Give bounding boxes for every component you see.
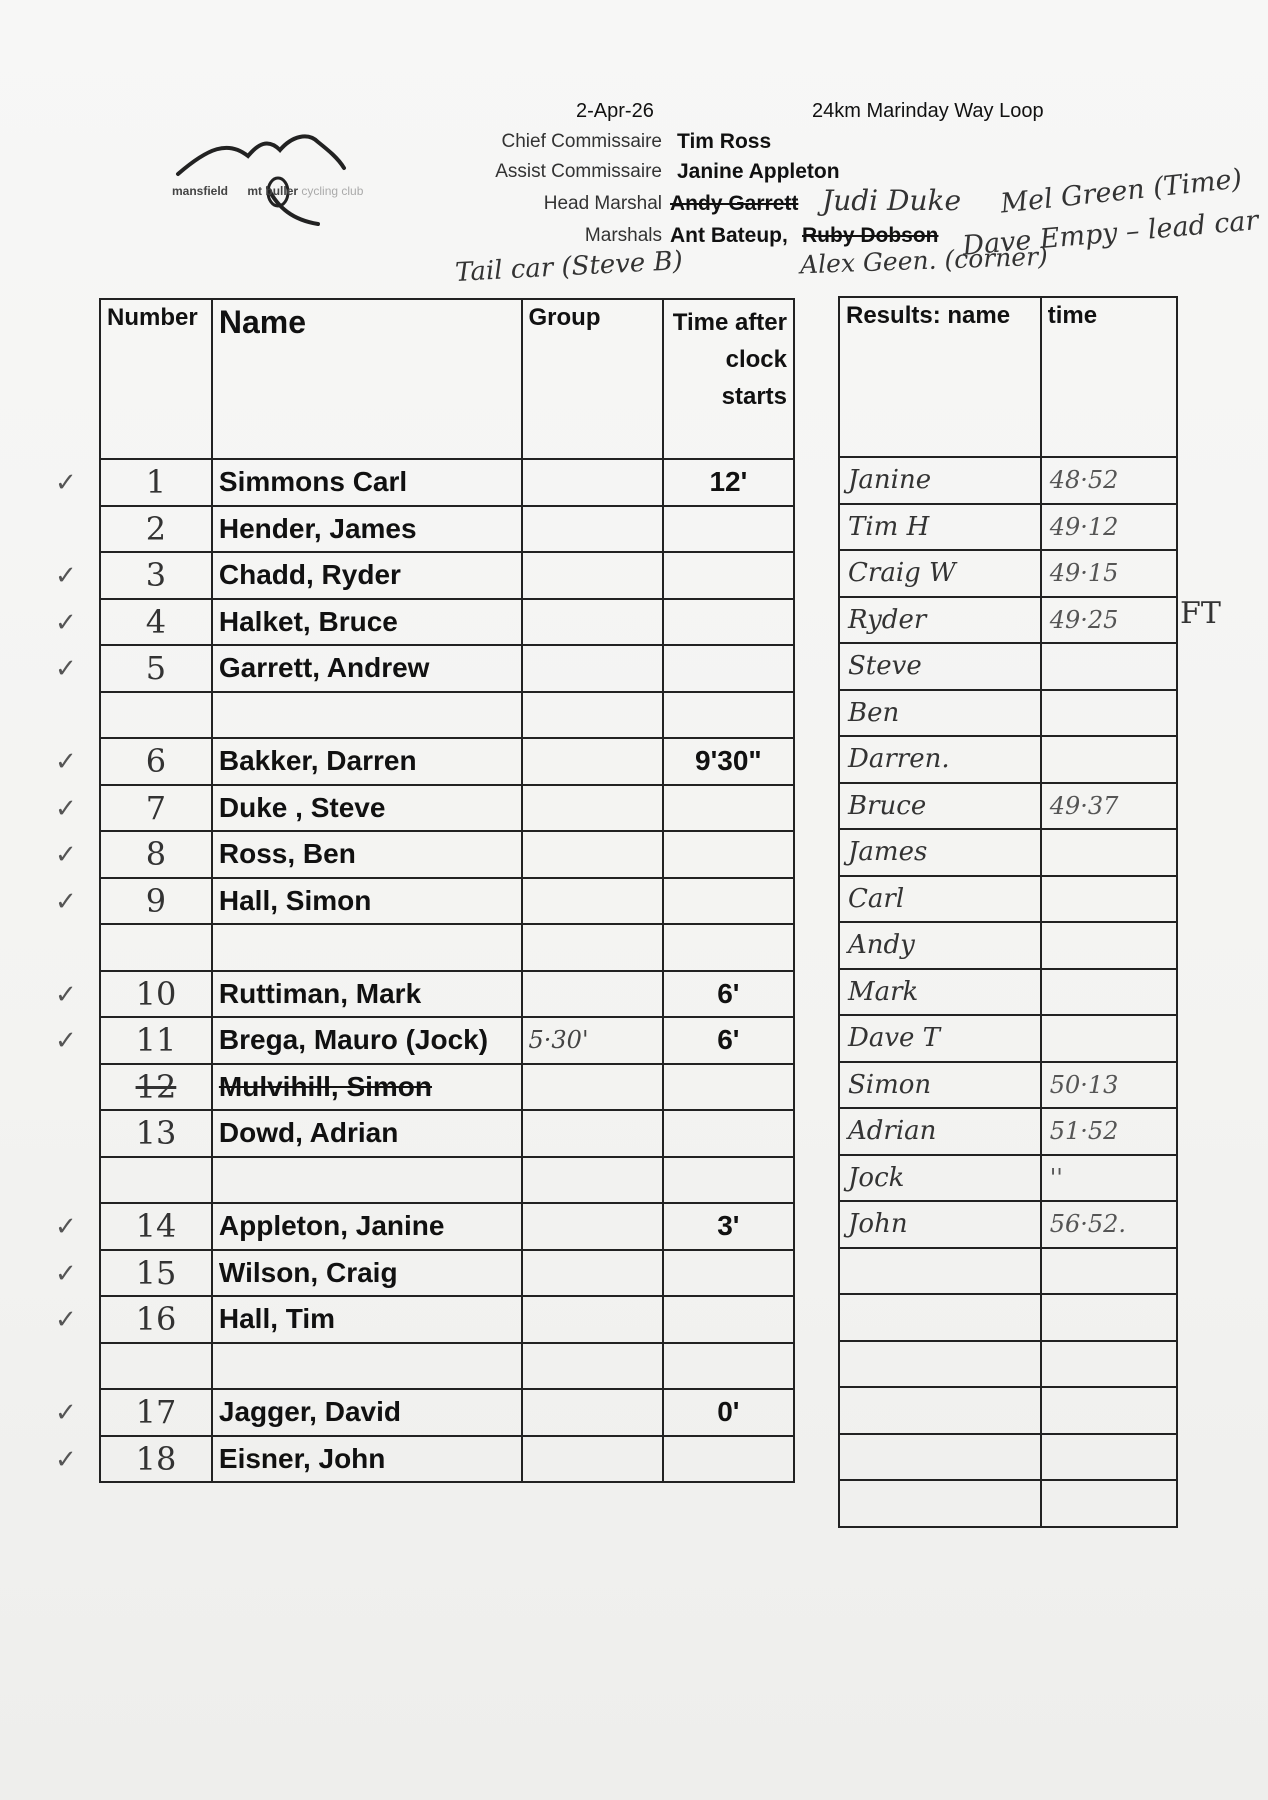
marshals-struck: Ruby Dobson	[802, 224, 939, 247]
result-name: Carl	[839, 876, 1041, 923]
start-list-row	[100, 1110, 794, 1157]
rider-number: 7	[100, 785, 212, 832]
rider-number: 17	[100, 1389, 212, 1436]
rider-number: 6	[100, 738, 212, 785]
results-row	[839, 597, 1177, 644]
rider-start-time: 0'	[663, 1389, 794, 1436]
rider-number	[100, 1343, 212, 1390]
rider-number	[100, 924, 212, 971]
handwritten-note-timer: Mel Green (Time)	[999, 163, 1244, 220]
result-time	[1041, 829, 1177, 876]
rider-name	[212, 692, 522, 739]
rider-start-time	[663, 1343, 794, 1390]
rider-number: 5	[100, 645, 212, 692]
rider-number	[100, 692, 212, 739]
head-marshal-label: Head Marshal	[543, 193, 662, 214]
result-time: 49·12	[1041, 504, 1177, 551]
results-row	[839, 1108, 1177, 1155]
results-row	[839, 922, 1177, 969]
result-name: Mark	[839, 969, 1041, 1016]
start-list-row	[100, 645, 794, 692]
rider-number: 15	[100, 1250, 212, 1297]
rider-start-time: 6'	[663, 971, 794, 1018]
rider-start-time	[663, 1064, 794, 1111]
rider-group	[522, 1064, 663, 1111]
header-results-time: time	[1041, 297, 1177, 457]
results-table	[838, 296, 1178, 1528]
results-row	[839, 1434, 1177, 1481]
result-time	[1041, 1294, 1177, 1341]
start-list-row	[100, 1389, 794, 1436]
rider-start-time	[663, 924, 794, 971]
result-name	[839, 1248, 1041, 1295]
results-row	[839, 1480, 1177, 1527]
start-list-row	[100, 552, 794, 599]
check-mark-icon: ✓	[55, 1026, 77, 1056]
result-time	[1041, 643, 1177, 690]
result-time	[1041, 1387, 1177, 1434]
start-list-row	[100, 506, 794, 553]
rider-group	[522, 1250, 663, 1297]
result-time: 50·13	[1041, 1062, 1177, 1109]
result-name: Adrian	[839, 1108, 1041, 1155]
results-row	[839, 876, 1177, 923]
results-row	[839, 643, 1177, 690]
result-name: Janine	[839, 457, 1041, 504]
rider-group	[522, 1343, 663, 1390]
check-mark-icon: ✓	[55, 1444, 77, 1475]
rider-group	[522, 692, 663, 739]
results-row	[839, 550, 1177, 597]
check-mark-icon: ✓	[55, 654, 77, 684]
check-mark-icon: ✓	[55, 840, 77, 870]
rider-name: Duke , Steve	[212, 785, 522, 832]
start-list-row	[100, 738, 794, 785]
rider-group	[522, 971, 663, 1018]
check-mark-icon: ✓	[55, 561, 77, 591]
chief-commissaire-label: Chief Commissaire	[501, 131, 662, 152]
result-time: 51·52	[1041, 1108, 1177, 1155]
rider-name: Hender, James	[212, 506, 522, 553]
assist-commissaire-label: Assist Commissaire	[495, 161, 662, 182]
rider-start-time	[663, 831, 794, 878]
start-list-row	[100, 971, 794, 1018]
results-row	[839, 1387, 1177, 1434]
rider-start-time: 9'30"	[663, 738, 794, 785]
check-mark-icon: ✓	[55, 1398, 77, 1428]
result-name: Ryder	[839, 597, 1041, 644]
result-time	[1041, 1480, 1177, 1527]
assist-commissaire-value: Janine Appleton	[677, 160, 840, 183]
rider-number: 11	[100, 1017, 212, 1064]
rider-group	[522, 1436, 663, 1483]
result-name	[839, 1341, 1041, 1388]
handwritten-note-corner: Alex Geen. (corner)	[799, 241, 1049, 280]
result-name	[839, 1480, 1041, 1527]
rider-name: Garrett, Andrew	[212, 645, 522, 692]
rider-number: 14	[100, 1203, 212, 1250]
handwritten-note-lead-car: Dave Empy – lead car	[961, 205, 1260, 262]
result-name	[839, 1434, 1041, 1481]
rider-start-time: 12'	[663, 459, 794, 506]
rider-name: Ruttiman, Mark	[212, 971, 522, 1018]
rider-number: 10	[100, 971, 212, 1018]
rider-number: 3	[100, 552, 212, 599]
rider-group	[522, 1296, 663, 1343]
start-list-row	[100, 1296, 794, 1343]
rider-name: Appleton, Janine	[212, 1203, 522, 1250]
rider-start-time	[663, 645, 794, 692]
rider-start-time	[663, 599, 794, 646]
results-row	[839, 969, 1177, 1016]
rider-group	[522, 738, 663, 785]
rider-start-time	[663, 552, 794, 599]
rider-group	[522, 459, 663, 506]
results-row	[839, 1341, 1177, 1388]
result-time: 56·52.	[1041, 1201, 1177, 1248]
start-list-row	[100, 1436, 794, 1483]
results-row	[839, 783, 1177, 830]
club-logo-text: mansfield mt buller cycling club	[172, 184, 364, 198]
result-name: Tim H	[839, 504, 1041, 551]
result-name: Bruce	[839, 783, 1041, 830]
result-name: Andy	[839, 922, 1041, 969]
marshals-value: Ant Bateup,	[670, 224, 788, 247]
results-row	[839, 736, 1177, 783]
check-mark-icon: ✓	[55, 979, 77, 1010]
result-name	[839, 1387, 1041, 1434]
result-time: 49·15	[1041, 550, 1177, 597]
header-name: Name	[212, 299, 522, 459]
rider-number: 4	[100, 599, 212, 646]
rider-name: Brega, Mauro (Jock)	[212, 1017, 522, 1064]
start-list-row	[100, 924, 794, 971]
result-time	[1041, 1015, 1177, 1062]
start-list-row	[100, 1017, 794, 1064]
rider-start-time	[663, 506, 794, 553]
result-time: 48·52	[1041, 457, 1177, 504]
rider-start-time: 3'	[663, 1203, 794, 1250]
result-time: 49·25	[1041, 597, 1177, 644]
rider-group	[522, 599, 663, 646]
head-marshal-struck: Andy Garrett	[670, 192, 799, 215]
rider-number: 16	[100, 1296, 212, 1343]
header-results-name: Results: name	[839, 297, 1041, 457]
rider-group	[522, 1110, 663, 1157]
result-time	[1041, 876, 1177, 923]
result-name: James	[839, 829, 1041, 876]
rider-group	[522, 506, 663, 553]
club-logo-mountains-icon	[168, 128, 438, 228]
results-row	[839, 690, 1177, 737]
result-time	[1041, 922, 1177, 969]
check-mark-icon: ✓	[55, 1212, 77, 1242]
start-list-row	[100, 459, 794, 506]
results-row	[839, 457, 1177, 504]
result-time	[1041, 1341, 1177, 1388]
rider-number: 8	[100, 831, 212, 878]
rider-name: Halket, Bruce	[212, 599, 522, 646]
marshals-label: Marshals	[584, 225, 662, 246]
check-mark-icon: ✓	[55, 1305, 77, 1335]
rider-name: Simmons Carl	[212, 459, 522, 506]
start-list-row	[100, 1157, 794, 1204]
handwritten-note-tail-car: Tail car (Steve B)	[454, 246, 684, 288]
result-time	[1041, 969, 1177, 1016]
rider-group	[522, 645, 663, 692]
result-time	[1041, 690, 1177, 737]
rider-start-time: 6'	[663, 1017, 794, 1064]
result-name: Darren.	[839, 736, 1041, 783]
chief-commissaire-value: Tim Ross	[677, 130, 772, 153]
rider-name: Eisner, John	[212, 1436, 522, 1483]
check-mark-icon: ✓	[55, 886, 77, 917]
start-list-table	[99, 298, 795, 1483]
start-list-row	[100, 1343, 794, 1390]
rider-number: 18	[100, 1436, 212, 1483]
start-list-row	[100, 692, 794, 739]
rider-name	[212, 1343, 522, 1390]
rider-name: Chadd, Ryder	[212, 552, 522, 599]
start-list-row	[100, 1064, 794, 1111]
rider-group	[522, 1389, 663, 1436]
start-list-header-row	[100, 299, 794, 459]
rider-name: Jagger, David	[212, 1389, 522, 1436]
results-header-row	[839, 297, 1177, 457]
results-row	[839, 504, 1177, 551]
rider-start-time	[663, 1157, 794, 1204]
rider-name: Bakker, Darren	[212, 738, 522, 785]
result-time: ''	[1041, 1155, 1177, 1202]
result-name: Dave T	[839, 1015, 1041, 1062]
check-mark-icon: ✓	[55, 793, 77, 824]
rider-group: 5·30'	[522, 1017, 663, 1064]
rider-number: 13	[100, 1110, 212, 1157]
event-course: 24km Marinday Way Loop	[812, 100, 1044, 122]
rider-name: Ross, Ben	[212, 831, 522, 878]
result-name: John	[839, 1201, 1041, 1248]
rider-start-time	[663, 785, 794, 832]
rider-start-time	[663, 1436, 794, 1483]
results-row	[839, 1294, 1177, 1341]
ft-note: FT	[1180, 596, 1221, 631]
rider-number: 1	[100, 459, 212, 506]
result-name: Ben	[839, 690, 1041, 737]
start-list-row	[100, 878, 794, 925]
rider-name: Hall, Tim	[212, 1296, 522, 1343]
rider-name	[212, 1157, 522, 1204]
result-time	[1041, 1434, 1177, 1481]
rider-number	[100, 1157, 212, 1204]
head-marshal-handwritten: Judi Duke	[822, 184, 962, 217]
result-name	[839, 1294, 1041, 1341]
result-time	[1041, 1248, 1177, 1295]
rider-group	[522, 1203, 663, 1250]
result-name: Jock	[839, 1155, 1041, 1202]
check-mark-icon: ✓	[55, 607, 77, 638]
result-name: Simon	[839, 1062, 1041, 1109]
rider-start-time	[663, 1296, 794, 1343]
results-row	[839, 1248, 1177, 1295]
result-name: Craig W	[839, 550, 1041, 597]
rider-name: Hall, Simon	[212, 878, 522, 925]
rider-group	[522, 1157, 663, 1204]
result-time: 49·37	[1041, 783, 1177, 830]
start-list-row	[100, 785, 794, 832]
rider-name: Mulvihill, Simon	[212, 1064, 522, 1111]
rider-start-time	[663, 1110, 794, 1157]
results-row	[839, 1062, 1177, 1109]
rider-number: 12	[100, 1064, 212, 1111]
start-list-row	[100, 831, 794, 878]
event-date: 2-Apr-26	[576, 100, 654, 122]
rider-name	[212, 924, 522, 971]
rider-group	[522, 831, 663, 878]
rider-group	[522, 552, 663, 599]
results-row	[839, 1201, 1177, 1248]
rider-start-time	[663, 692, 794, 739]
results-row	[839, 1015, 1177, 1062]
result-name: Steve	[839, 643, 1041, 690]
check-mark-icon: ✓	[55, 747, 77, 777]
rider-group	[522, 878, 663, 925]
check-mark-icon: ✓	[55, 1258, 77, 1289]
header-group: Group	[522, 299, 663, 459]
results-row	[839, 829, 1177, 876]
result-time	[1041, 736, 1177, 783]
rider-group	[522, 924, 663, 971]
header-number: Number	[100, 299, 212, 459]
check-mark-icon: ✓	[55, 468, 77, 498]
rider-group	[522, 785, 663, 832]
results-row	[839, 1155, 1177, 1202]
start-list-row	[100, 1203, 794, 1250]
rider-start-time	[663, 878, 794, 925]
start-list-row	[100, 599, 794, 646]
rider-name: Dowd, Adrian	[212, 1110, 522, 1157]
header-time-after: Time after clock starts	[663, 299, 794, 459]
rider-number: 2	[100, 506, 212, 553]
start-list-row	[100, 1250, 794, 1297]
rider-name: Wilson, Craig	[212, 1250, 522, 1297]
rider-number: 9	[100, 878, 212, 925]
rider-start-time	[663, 1250, 794, 1297]
